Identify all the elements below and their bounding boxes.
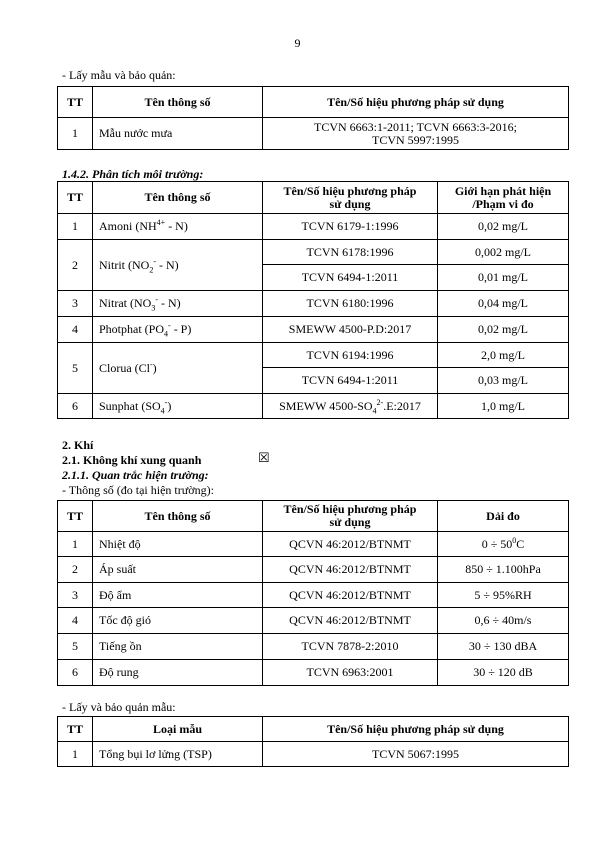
header-tt: TT — [58, 501, 93, 532]
header-tt: TT — [58, 717, 93, 742]
param-text-suffix: - N) — [158, 296, 181, 310]
table-row — [58, 118, 569, 150]
param-text: Sunphat (SO — [99, 398, 161, 413]
param-text-suffix: ) — [152, 360, 157, 375]
cell-tt: 1 — [58, 214, 93, 240]
cell-param: Độ ẩm — [93, 583, 263, 608]
cell-tt: 1 — [58, 118, 93, 150]
cell-method: QCVN 46:2012/BTNMT — [263, 557, 438, 583]
header-limit-line-1: Giới hạn phát hiện — [454, 183, 552, 198]
section-heading-ambient-air: 2.1. Không khí xung quanh — [62, 453, 202, 467]
header-method-line-2: sử dụng — [329, 515, 371, 529]
table-header-row — [58, 717, 569, 742]
method-text-suffix: .E:2017 — [383, 398, 421, 413]
cell-tt: 1 — [58, 532, 93, 557]
cell-tt: 2 — [58, 240, 93, 291]
cell-limit: 0,01 mg/L — [438, 265, 569, 291]
cell-tt: 5 — [58, 343, 93, 394]
sampling-table — [57, 86, 569, 150]
cell-method: TCVN 7878-2:2010 — [263, 634, 438, 660]
param-superscript: - — [168, 321, 171, 330]
cell-method: SMEWW 4500-P.D:2017 — [263, 317, 438, 343]
range-text: 0 ÷ 50 — [481, 536, 513, 551]
cell-param — [93, 240, 263, 291]
cell-limit: 0,04 mg/L — [438, 291, 569, 317]
cell-param — [93, 291, 263, 317]
table-row — [58, 214, 569, 240]
header-method-line-2: sử dụng — [329, 196, 371, 211]
table-row — [58, 532, 569, 557]
cell-method — [263, 394, 438, 419]
air-sampling-caption: - Lấy và bảo quản mẫu: — [62, 700, 176, 714]
cell-method: TCVN 6180:1996 — [263, 291, 438, 317]
cell-tt: 3 — [58, 583, 93, 608]
param-subscript: 3 — [151, 303, 156, 313]
cell-method: TCVN 6194:1996 — [263, 343, 438, 368]
cell-method: QCVN 46:2012/BTNMT — [263, 532, 438, 557]
param-superscript: 4+ — [156, 218, 166, 227]
param-superscript: - — [155, 295, 158, 304]
table-row — [58, 343, 569, 368]
cell-param: Áp suất — [93, 557, 263, 583]
param-superscript: - — [164, 397, 168, 407]
param-text-suffix: - P) — [170, 322, 192, 336]
param-text-suffix: - N) — [165, 219, 188, 233]
table-row — [58, 583, 569, 608]
cell-limit: 2,0 mg/L — [438, 343, 569, 368]
method-text: SMEWW 4500-SO — [279, 398, 373, 413]
method-superscript: 2- — [376, 397, 384, 407]
cell-method: TCVN 6963:2001 — [263, 660, 438, 686]
section-heading-air: 2. Khí — [62, 438, 94, 452]
cell-method: TCVN 6494-1:2011 — [263, 265, 438, 291]
header-sample-type: Loại mẫu — [93, 717, 263, 742]
cell-tt: 1 — [58, 742, 93, 767]
range-text-suffix: C — [516, 536, 525, 551]
param-text: Clorua (Cl — [99, 360, 150, 375]
field-params-caption: - Thông số (đo tại hiện trường): — [62, 483, 214, 497]
param-subscript: 4 — [164, 329, 169, 339]
header-method — [263, 182, 438, 214]
cell-method: TCVN 6178:1996 — [263, 240, 438, 265]
method-subscript: 4 — [372, 405, 377, 415]
header-method-line-1: Tên/Số hiệu phương pháp — [283, 183, 417, 198]
table-row — [58, 634, 569, 660]
table-header-row — [58, 501, 569, 532]
table-header-row — [58, 182, 569, 214]
cell-method: QCVN 46:2012/BTNMT — [263, 608, 438, 634]
range-superscript: 0 — [512, 535, 517, 545]
cell-param — [93, 394, 263, 419]
sampling-caption: - Lấy mẫu và bảo quản: — [62, 68, 176, 82]
cell-param: Mẫu nước mưa — [93, 118, 263, 150]
cell-param — [93, 343, 263, 394]
header-limit-line-2: /Phạm vi đo — [472, 196, 534, 211]
header-method — [263, 501, 438, 532]
cell-param: Độ rung — [93, 660, 263, 686]
table-row — [58, 240, 569, 265]
table-header-row — [58, 87, 569, 118]
field-monitoring-table — [57, 500, 569, 686]
cell-method — [263, 118, 569, 150]
cell-range: 30 ÷ 120 dB — [438, 660, 569, 686]
cell-range: 5 ÷ 95%RH — [438, 583, 569, 608]
table-row — [58, 317, 569, 343]
table-row — [58, 608, 569, 634]
section-heading-analysis: 1.4.2. Phân tích môi trường: — [62, 167, 204, 181]
param-text-suffix: ) — [167, 398, 172, 413]
cell-tt: 6 — [58, 660, 93, 686]
param-text: Photphat (PO — [99, 322, 165, 336]
cell-range: 0,6 ÷ 40m/s — [438, 608, 569, 634]
method-line-1: TCVN 6663:1-2011; TCVN 6663:3-2016; — [314, 119, 517, 134]
cell-sample-type: Tổng bụi lơ lửng (TSP) — [93, 742, 263, 767]
cell-tt: 4 — [58, 317, 93, 343]
param-text: Nitrit (NO — [99, 257, 150, 272]
page-number: 9 — [294, 36, 301, 50]
cell-limit: 0,02 mg/L — [438, 317, 569, 343]
param-text: Nitrat (NO — [99, 296, 152, 310]
cell-param: Tốc độ gió — [93, 608, 263, 634]
method-line-2: TCVN 5997:1995 — [372, 132, 459, 147]
table-row — [58, 291, 569, 317]
checked-checkbox-icon[interactable]: ☒ — [258, 450, 270, 465]
header-range: Dải đo — [438, 501, 569, 532]
cell-method: TCVN 6179-1:1996 — [263, 214, 438, 240]
cell-tt: 3 — [58, 291, 93, 317]
header-tt: TT — [58, 87, 93, 118]
cell-range: 30 ÷ 130 dBA — [438, 634, 569, 660]
table-row — [58, 394, 569, 419]
cell-tt: 6 — [58, 394, 93, 419]
header-method: Tên/Số hiệu phương pháp sử dụng — [263, 717, 569, 742]
cell-method: TCVN 6494-1:2011 — [263, 368, 438, 394]
param-text: Amoni (NH — [99, 219, 157, 233]
analysis-table — [57, 181, 569, 419]
table-row — [58, 742, 569, 767]
cell-tt: 5 — [58, 634, 93, 660]
header-limit — [438, 182, 569, 214]
param-subscript: 2 — [149, 264, 154, 274]
header-method: Tên/Số hiệu phương pháp sử dụng — [263, 87, 569, 118]
header-param: Tên thông số — [93, 182, 263, 214]
table-row — [58, 660, 569, 686]
cell-limit: 0,002 mg/L — [438, 240, 569, 265]
cell-param — [93, 214, 263, 240]
cell-method: QCVN 46:2012/BTNMT — [263, 583, 438, 608]
cell-method: TCVN 5067:1995 — [263, 742, 569, 767]
header-tt: TT — [58, 182, 93, 214]
section-heading-field-monitoring: 2.1.1. Quan trắc hiện trường: — [62, 468, 209, 482]
table-row — [58, 557, 569, 583]
header-method-line-1: Tên/Số hiệu phương pháp — [283, 502, 417, 516]
cell-param: Nhiệt độ — [93, 532, 263, 557]
cell-limit: 1,0 mg/L — [438, 394, 569, 419]
cell-param: Tiếng ồn — [93, 634, 263, 660]
cell-param — [93, 317, 263, 343]
param-subscript: 4 — [160, 405, 165, 415]
cell-limit: 0,03 mg/L — [438, 368, 569, 394]
cell-tt: 2 — [58, 557, 93, 583]
param-superscript: - — [150, 359, 153, 369]
cell-limit: 0,02 mg/L — [438, 214, 569, 240]
param-text-suffix: - N) — [156, 257, 179, 272]
air-sampling-table — [57, 716, 569, 767]
cell-range: 850 ÷ 1.100hPa — [438, 557, 569, 583]
cell-tt: 4 — [58, 608, 93, 634]
cell-range — [438, 532, 569, 557]
header-param: Tên thông số — [93, 501, 263, 532]
header-param: Tên thông số — [93, 87, 263, 118]
param-superscript: - — [153, 256, 156, 266]
